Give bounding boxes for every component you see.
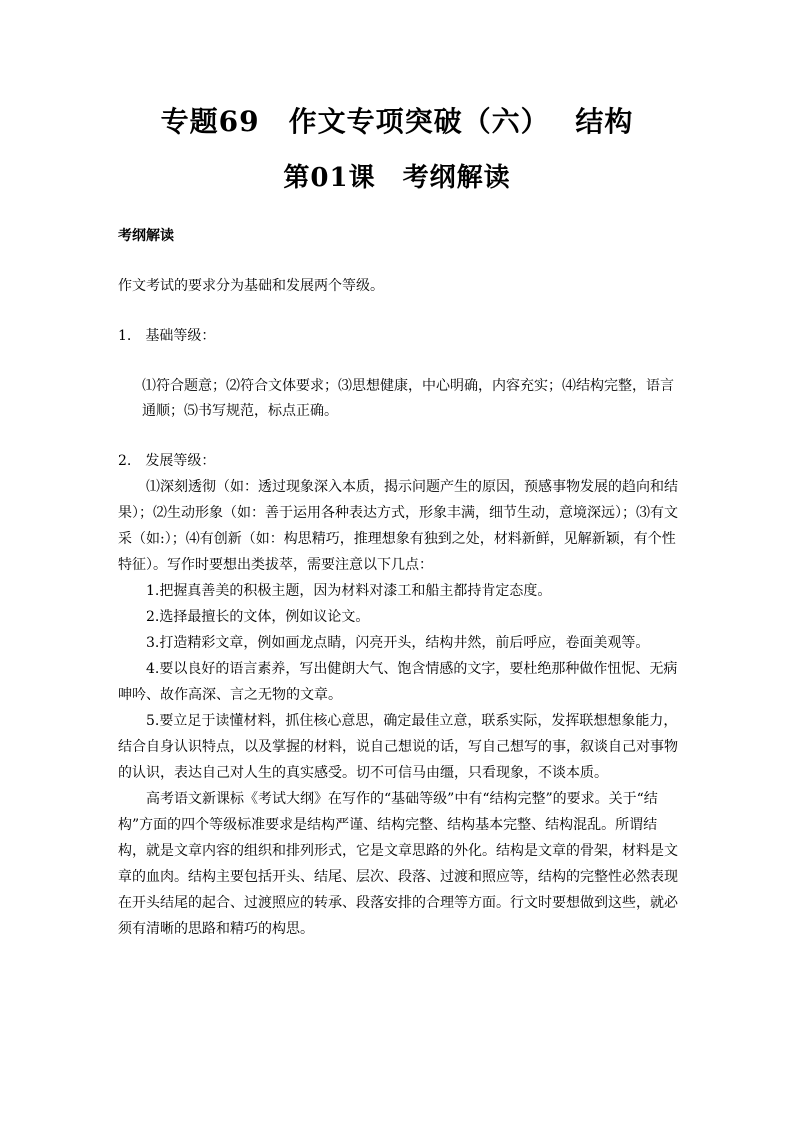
closing-paragraph: 高考语文新课标《考试大纲》在写作的“基础等级”中有“结构完整”的要求。关于“结构”方面的四个等级标准要求是结构严谨、结构完整、结构基本完整、结构混乱。所谓结构，就是文章内容的组织和排列形式，它是文章思路的外化。结构是文章的骨架，材料是文章的血肉。结构主要包括开头、结尾、层次、段落、过渡和照应等，结构的完整性必然表现在开头结尾的起合、过渡照应的转承、段落安排的合理等方面。行文时要想做到这些，就必须有清晰的思路和精巧的构思。 [118, 791, 678, 937]
develop-level-heading: 2. 发展等级： [118, 453, 216, 469]
document-body [118, 224, 678, 942]
page-subtitle: 第01课 考纲解读 [283, 163, 511, 193]
basic-level-heading: 1. 基础等级： [118, 328, 216, 344]
develop-level-text: ⑴深刻透彻（如：透过现象深入本质，揭示问题产生的原因，预感事物发展的趋向和结果）；⑵生动形象（如：善于运用各种表达方式，形象丰满，细节生动，意境深远）；⑶有文采（如:）；⑷有创新（如：构思精巧，推理想象有独到之处，材料新鲜，见解新颖，有个性特征）。写作时要想出类拔萃，需要注意以下几点： [118, 479, 678, 573]
intro-paragraph: 作文考试的要求分为基础和发展两个等级。 [118, 278, 384, 294]
list-item: 5.要立足于读懂材料，抓住核心意思，确定最佳立意，联系实际，发挥联想想象能力，结合自身认识特点，以及掌握的材料，说自己想说的话，写自己想写的事，叙谈自己对事物的认识，表达自己对人生的真实感受。切不可信马由缰，只看现象，不谈本质。 [118, 713, 678, 781]
section-heading: 考纲解读 [118, 228, 174, 244]
list-item: 1.把握真善美的积极主题，因为材料对漆工和船主都持肯定态度。 [146, 583, 552, 599]
basic-level-text: ⑴符合题意；⑵符合文体要求；⑶思想健康，中心明确，内容充实；⑷结构完整，语言通顺；⑸书写规范，标点正确。 [142, 378, 674, 419]
list-item: 4.要以良好的语言素养，写出健朗大气、饱含情感的文字，要杜绝那种做作忸怩、无病呻吟、故作高深、言之无物的文章。 [118, 661, 678, 703]
list-item: 2.选择最擅长的文体，例如议论文。 [146, 609, 370, 625]
page-title: 专题69 作文专项突破（六） 结构 [160, 105, 634, 138]
list-item: 3.打造精彩文章，例如画龙点睛，闪亮开头，结构井然，前后呼应，卷面美观等。 [146, 635, 650, 651]
